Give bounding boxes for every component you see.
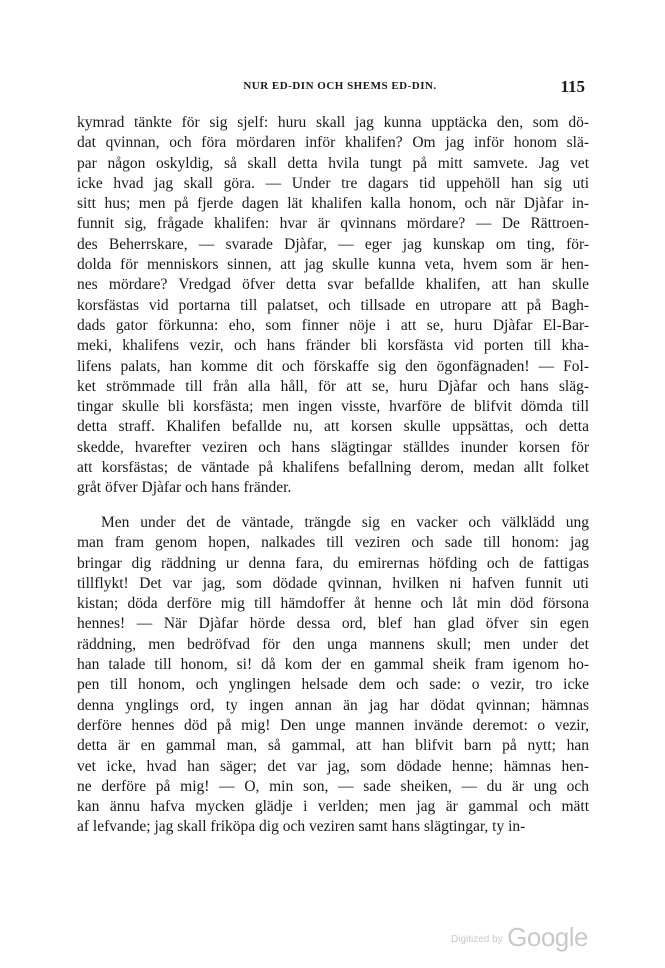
text-line: han talade till honom, si! då kom der en gammal sheik fram igenom ho- [77, 656, 589, 674]
text-line: tingar skulle bli korsfästa; men ingen visste, hvarföre de blifvit dömda till [77, 398, 589, 416]
text-line: kymrad tänkte för sig sjelf: huru skall jag kunna upptäcka den, som dö- [77, 114, 589, 131]
text-line: vet icke, hvad han säger; det var jag, som dödade henne; hämnas hen- [77, 757, 589, 775]
text-line: Men under det de väntade, trängde sig en vacker och välklädd ung [101, 514, 589, 531]
text-line: des Beherrskare, — svarade Djàfar, — eger jag kunskap om ting, för- [77, 235, 589, 253]
text-line: pen till honom, och ynglingen helsade dem och sade: o vezir, tro icke [77, 676, 589, 694]
google-logo: Google [507, 922, 588, 952]
text-line: bringar dig räddning ur denna fara, du emirernas höfding och de fattigas [77, 554, 589, 572]
page-number: 115 [560, 77, 585, 96]
text-line: att korsfästas; de väntade på khalifens befallning derom, medan allt folket [77, 459, 589, 477]
paragraph-1 [77, 113, 589, 499]
text-line: korsfästas vid portarna till palatset, och tillsade en utropare att på Bagh- [77, 296, 589, 314]
text-line: detta är en gammal man, så gammal, att han blifvit barn på nytt; han [77, 737, 589, 755]
running-title: NUR ED-DIN OCH SHEMS ED-DIN. [243, 80, 437, 92]
text-line: par någon oskyldig, så skall detta hvila tungt på mitt samvete. Jag vet [77, 154, 589, 172]
text-line: dat qvinnan, och föra mördaren inför khalifen? Om jag inför honom slä- [77, 134, 589, 152]
text-line: af lefvande; jag skall friköpa dig och veziren samt hans slägtingar, ty in- [77, 818, 526, 836]
digitized-by-google-watermark [451, 922, 588, 953]
text-line: detta straff. Khalifen befallde nu, att korsen skulle uppsättas, och detta [77, 418, 589, 436]
text-line: funnit sig, frågade khalifen: hvar är qvinnans mördare? — De Rättroen- [77, 215, 589, 233]
text-line: denna ynglings ord, ty ingen annan än jag har dödat qvinnan; hämnas [77, 696, 589, 714]
text-line: kan ännu hafva mycken glädje i verlden; men jag är gammal och mätt [77, 798, 589, 816]
text-line: sitt hus; men på fjerde dagen lät khalifen kalla honom, och när Djàfar in- [77, 195, 589, 213]
text-line: kistan; döda derföre mig till hämdoffer åt henne och låt min död försona [77, 595, 589, 613]
text-line: man fram genom hopen, nalkades till veziren och sade till honom: jag [77, 534, 589, 552]
text-line: gråt öfver Djàfar och hans fränder. [77, 479, 292, 497]
watermark-prefix: Digitized by [451, 934, 503, 945]
text-line: tillflykt! Det var jag, som dödade qvinnan, hvilken ni hafven funnit uti [77, 574, 589, 592]
text-line: derföre hennes död på mig! Den unge mannen invände deremot: o vezir, [77, 716, 589, 734]
text-line: meki, khalifens vezir, och hans fränder bli korsfästa vid porten till kha- [77, 337, 589, 355]
text-line: nes mördare? Vredgad öfver detta svar befallde khalifen, att han skulle [77, 276, 589, 294]
text-line: dolda för menniskors sinnen, att jag skulle kunna veta, hvem som är hen- [77, 256, 589, 274]
paragraph-2 [77, 513, 589, 838]
text-line: räddning, men bedröfvad för den unga mannens skull; men under det [77, 635, 589, 653]
text-line: icke hvad jag skall göra. — Under tre dagars tid uppehöll han sig uti [77, 174, 589, 192]
text-line: ne derföre på mig! — O, min son, — sade sheiken, — du är ung och [77, 777, 589, 795]
text-line: hennes! — När Djàfar hörde dessa ord, blef han glad öfver sin egen [77, 615, 589, 633]
text-line: lifens palats, han komme dit och förskaffe sig den ögonfägnaden! — Fol- [77, 357, 589, 375]
text-line: ket strömmade till från alla håll, för att se, huru Djàfar och hans släg- [77, 377, 589, 395]
text-line: skedde, hvarefter veziren och hans slägtingar ställdes inunder korsen för [77, 438, 589, 456]
text-line: dads gator förkunna: eho, som finner nöje i att se, huru Djàfar El-Bar- [77, 316, 589, 334]
